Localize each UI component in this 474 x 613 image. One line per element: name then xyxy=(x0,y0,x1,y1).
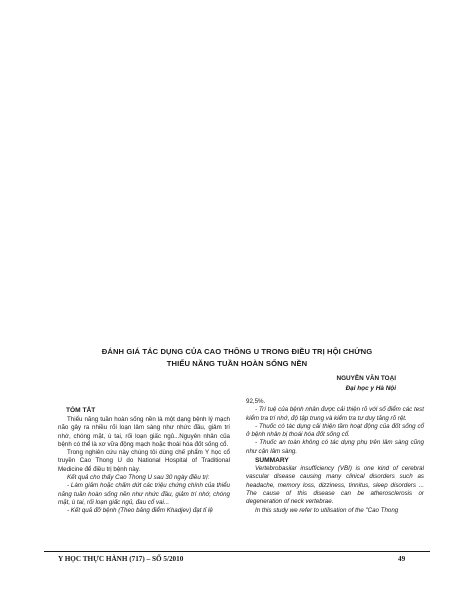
page-number: 49 xyxy=(398,555,406,563)
abstract-paragraph: - Kết quả đỡ bệnh (Theo bảng điểm Khadjev) đạt tỉ lệ xyxy=(67,507,213,515)
abstract-paragraph: - Làm giảm hoặc chấm dứt các triệu chứng chính của thiểu năng tuần hoàn sống nền như nhức đầu, giảm trí nhớ, chóng mặt, ù tai, rối loạn giấc ngủ, đau cổ vai... xyxy=(58,482,230,506)
summary-paragraph: Vertebrobasilar insufficiency (VBI) is one kind of cerebral vascular disease causing many clinical disorders such as headache, memory loss, dizziness, tinnitus, sleep disorders ... The cause of this disease can be atherosclerosis or degeneration of neck vertebrae. xyxy=(246,465,424,506)
summary-heading: SUMMARY xyxy=(255,457,289,465)
left-column xyxy=(58,398,230,516)
article-title-line-1: ĐÁNH GIÁ TÁC DỤNG CỦA CAO THÔNG U TRONG ĐIỀU TRỊ HỘI CHỨNG xyxy=(101,347,373,356)
abstract-paragraph: Trong nghiên cứu này chúng tôi dùng chế phẩm Y học cổ truyền Cao Thong U do National Hospital of Traditional Medicine để điều trị bệnh này. xyxy=(58,449,230,473)
abstract-paragraph: - Thuốc có tác dụng cải thiện tầm hoạt động của đốt sống cổ ở bệnh nhân bị thoái hóa đốt sống cổ. xyxy=(246,422,424,439)
abstract-paragraph: Thiểu năng tuần hoàn sống nền là một dạng bệnh lý mạch não gây ra nhiều rối loạn lâm sàng như nhức đầu, giảm trí nhớ, chóng mặt, ù tai, rối loạn giấc ngủ...Nguyên nhân của bệnh có thể là xơ vữa động mạch hoặc thoái hóa đốt sống cổ. xyxy=(58,416,230,448)
abstract-paragraph: - Trí tuệ của bệnh nhân được cải thiện rõ với số điểm các test kiểm tra trí nhớ, độ tập trung và kiểm tra tư duy tăng rõ rệt. xyxy=(246,406,424,422)
abstract-heading: TÓM TẮT xyxy=(66,407,96,414)
footer-divider xyxy=(44,551,430,552)
author-block xyxy=(250,374,396,394)
right-column xyxy=(246,398,424,515)
article-title-line-2: THIỂU NĂNG TUẦN HOÀN SỐNG NỀN xyxy=(166,359,308,368)
journal-footer: Y HỌC THỰC HÀNH (717) – SỐ 5/2010 xyxy=(58,555,184,563)
abstract-paragraph: - Thuốc an toàn không có tác dụng phụ trên lâm sàng cũng như cận lâm sàng. xyxy=(246,439,424,455)
summary-paragraph: In this study we refer to utilisation of the "Cao Thong xyxy=(255,506,399,514)
abstract-paragraph: Kết quả cho thấy Cao Thong U sau 30 ngày điều trị: xyxy=(67,474,210,482)
article-title xyxy=(40,346,434,370)
author-name: NGUYỄN VĂN TOẠI xyxy=(336,375,396,382)
abstract-paragraph: 92,5%. xyxy=(246,398,266,405)
author-affiliation: Đại học y Hà Nội xyxy=(345,385,396,392)
